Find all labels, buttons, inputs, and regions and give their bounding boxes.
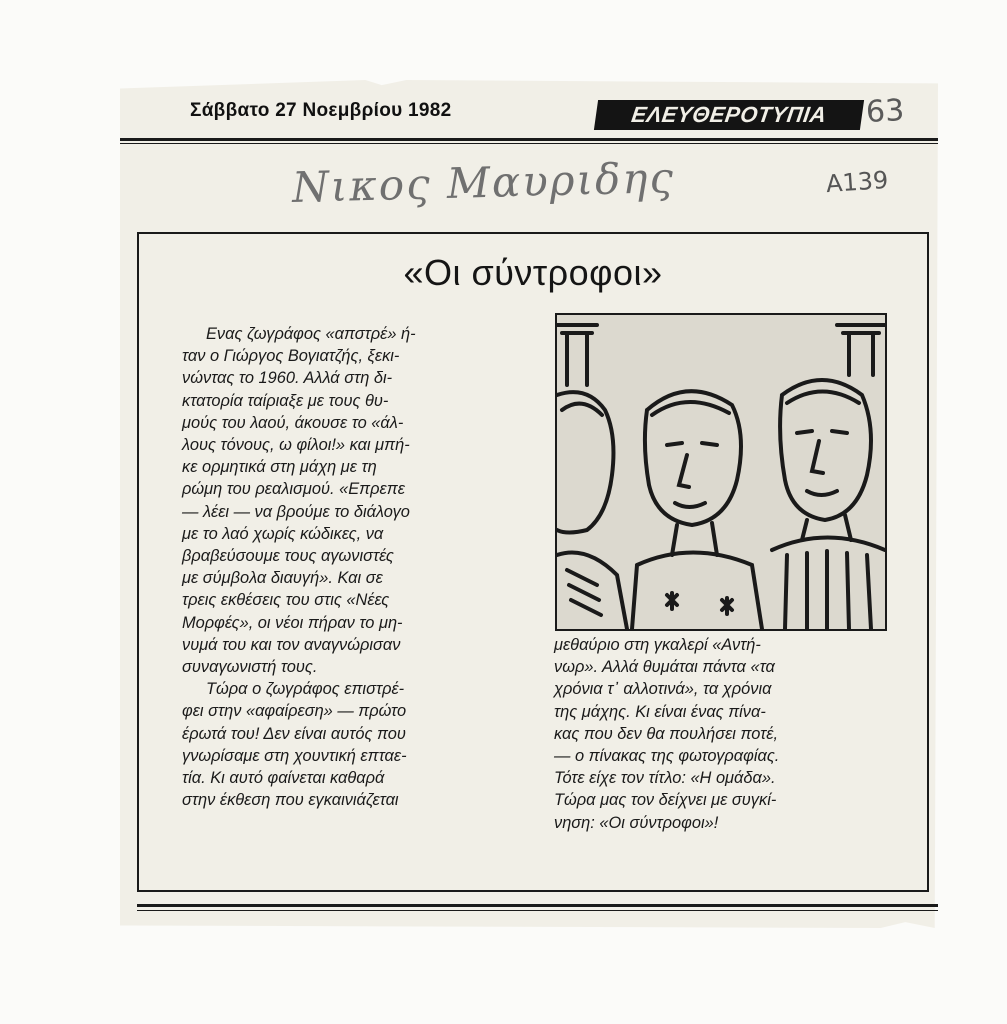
three-figures-illustration (557, 315, 885, 629)
article-line: νωρ». Αλλά θυμάται πάντα «τα (554, 658, 775, 677)
header-rule-thin (120, 143, 938, 144)
article-line: της μάχης. Κι είναι ένας πίνα- (554, 702, 766, 721)
article-line: έρωτά του! Δεν είναι αυτός που (182, 724, 406, 743)
article-line: μεθαύριο στη γκαλερί «Αντή- (554, 636, 761, 654)
article-line: νυμά του και τον αναγνώρισαν (182, 635, 401, 654)
article-line: νώντας το 1960. Αλλά στη δι- (182, 369, 393, 388)
article-line: Τότε είχε τον τίτλο: «Η ομάδα». (554, 769, 776, 788)
footer-rule-thin (137, 910, 938, 911)
article-title: «Οι σύντροφοι» (403, 252, 663, 293)
article-line: μούς του λαού, άκουσε το «άλ- (182, 413, 404, 432)
article-line: νηση: «Οι σύντροφοι»! (554, 813, 719, 832)
article-line: — ο πίνακας της φωτογραφίας. (554, 747, 780, 766)
article-line: με το λαό χωρίς κώδικες, να (182, 524, 384, 543)
painting-photo (555, 313, 887, 631)
article-line: γνωρίσαμε στη χουντική επταε- (182, 746, 407, 765)
article-line: κε ορμητικά στη μάχη με τη (182, 458, 377, 477)
article-line: με σύμβολα διαυγή». Και σε (182, 569, 383, 588)
issue-date: Σάββατο 27 Νοεμβρίου 1982 (190, 100, 452, 121)
article-line: Ενας ζωγράφος «απστρέ» ή- (206, 325, 416, 343)
article-line: λους τόνους, ω φίλοι!» και μπή- (182, 436, 410, 455)
article-line: Τώρα ο ζωγράφος επιστρέ- (206, 680, 405, 699)
article-line: συναγωνιστή τους. (182, 658, 318, 677)
article-line: Μορφές», οι νέοι πήραν το μη- (182, 613, 403, 632)
article-left-column (182, 323, 538, 811)
article-line: στην έκθεση που εγκαινιάζεται (182, 791, 399, 810)
header-rule (120, 138, 938, 141)
article-right-column (554, 634, 910, 834)
handwritten-page-number: 63 (865, 93, 906, 130)
article-line: κτατορία ταίριαξε με τους θυ- (182, 391, 389, 410)
article-line: βραβεύσουμε τους αγωνιστές (182, 547, 394, 566)
article-line: — λέει — να βρούμε το διάλογο (182, 502, 410, 521)
article-line: Τώρα μας τον δείχνει με συγκί- (554, 791, 777, 810)
article-line: ταν ο Γιώργος Βογιατζής, ξεκι- (182, 347, 400, 366)
article-line: τρεις εκθέσεις του στις «Νέες (182, 591, 390, 610)
article-line: φει στην «αφαίρεση» — πρώτο (182, 702, 407, 721)
handwritten-archive-code: Α139 (825, 165, 890, 199)
article-line: τία. Κι αυτό φαίνεται καθαρά (182, 769, 385, 788)
handwritten-author-name: Νικος Μαυριδης (291, 152, 676, 213)
footer-rule (137, 904, 938, 907)
article-line: ρώμη του ρεαλισμού. «Επρεπε (182, 480, 405, 499)
newspaper-masthead: ΕΛΕΥΘΕΡΟΤΥΠΙΑ (594, 100, 864, 130)
article-line: χρόνια τ᾽ αλλοτινά», τα χρόνια (554, 680, 772, 699)
article-line: κας που δεν θα πουλήσει ποτέ, (554, 724, 778, 743)
